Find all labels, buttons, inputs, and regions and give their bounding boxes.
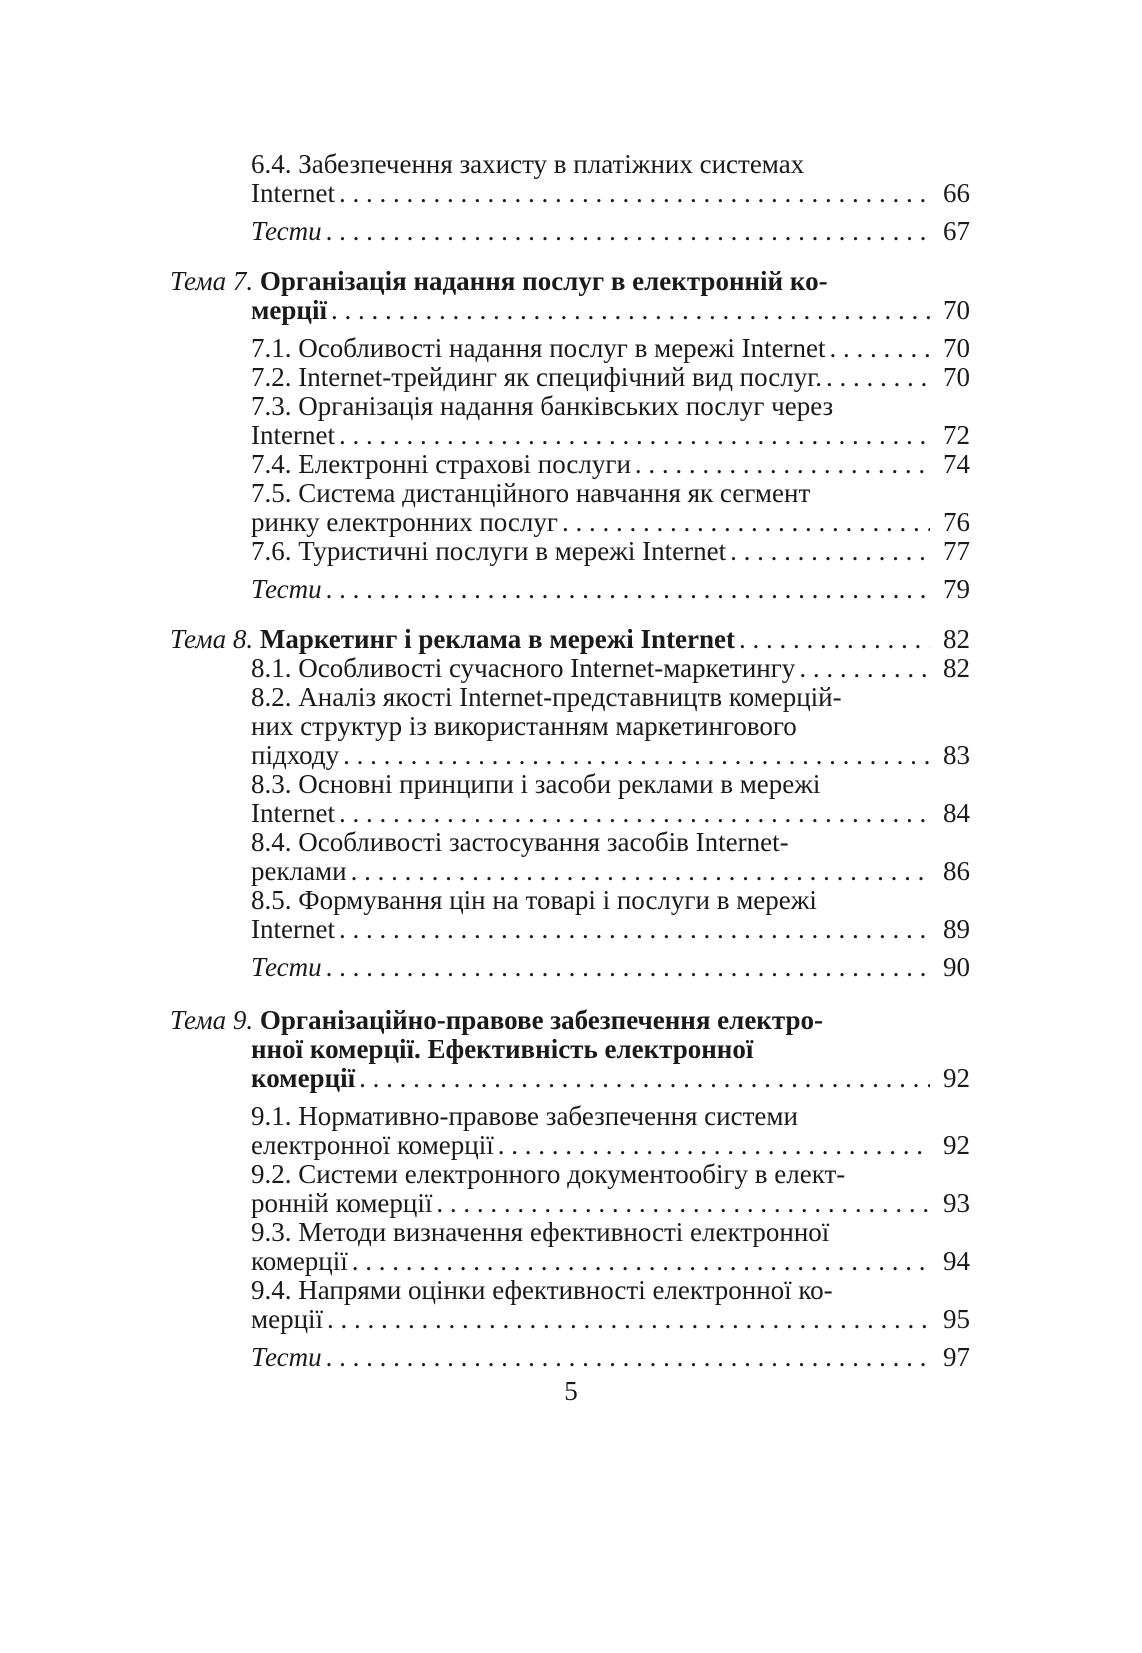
- dot-leader: [331, 296, 930, 325]
- page-ref: 67: [943, 217, 970, 246]
- toc-topic-8: [170, 625, 970, 654]
- page-ref: 86: [943, 857, 970, 886]
- topic-title: Організація надання послуг в електронній ко-: [253, 267, 828, 296]
- page-ref: 95: [943, 1305, 970, 1334]
- toc-entry-text: мерції: [251, 1305, 324, 1334]
- dot-leader: [830, 334, 930, 363]
- page-ref: 94: [943, 1247, 970, 1276]
- toc-entry-7-3: [170, 392, 970, 450]
- toc-entry-7-5: [170, 479, 970, 537]
- toc-entry-6-4: [170, 150, 970, 208]
- page-ref: 82: [943, 625, 970, 654]
- page-ref: 92: [943, 1064, 970, 1093]
- page-ref: 83: [943, 741, 970, 770]
- dot-leader: [799, 654, 930, 683]
- toc-entry-text: реклами: [251, 857, 347, 886]
- dot-leader: [326, 575, 930, 604]
- topic-title: нної комерції. Ефективність електронної: [251, 1035, 754, 1064]
- toc-entry-tests-9: [170, 1343, 970, 1372]
- toc-entry-9-3: [170, 1218, 970, 1276]
- page-ref: 90: [943, 953, 970, 982]
- page-ref: 97: [943, 1343, 970, 1372]
- toc-entry-text: комерції: [251, 1247, 348, 1276]
- toc-entry-text: Тести: [251, 953, 322, 982]
- dot-leader: [635, 450, 930, 479]
- toc-entry-text: 7.6. Туристичні послуги в мережі Internet: [251, 537, 727, 566]
- dot-leader: [339, 799, 930, 828]
- toc-entry-text: 7.4. Електронні страхові послуги: [251, 450, 631, 479]
- toc-entry-text: Internet: [251, 915, 335, 944]
- page-ref: 70: [943, 334, 970, 363]
- dot-leader: [327, 1305, 930, 1334]
- toc-entry-7-2: [170, 363, 970, 392]
- topic-title: Маркетинг і реклама в мережі Internet: [253, 625, 736, 654]
- page-ref: 93: [943, 1189, 970, 1218]
- toc-entry-text: 7.5. Система дистанційного навчання як сегмент: [251, 479, 811, 508]
- dot-leader: [562, 508, 930, 537]
- toc-entry-8-3: [170, 770, 970, 828]
- toc-entry-7-4: [170, 450, 970, 479]
- topic-label: Тема 9.: [170, 1006, 254, 1035]
- toc-entry-text: 6.4. Забезпечення захисту в платіжних системах: [251, 150, 805, 179]
- toc-entry-text: 8.2. Аналіз якості Internet-представництв комерцій-: [251, 683, 842, 712]
- toc-entry-text: Тести: [251, 217, 322, 246]
- toc-entry-text: 8.4. Особливості застосування засобів Internet-: [251, 828, 789, 857]
- toc-entry-text: 7.2. Internet-трейдинг як специфічний вид послуг.: [251, 363, 823, 392]
- toc-entry-text: 9.2. Системи електронного документообігу в елект-: [251, 1160, 846, 1189]
- dot-leader: [436, 1189, 930, 1218]
- toc-entry-tests-7: [170, 575, 970, 604]
- toc-entry-tests-6: [170, 217, 970, 246]
- table-of-contents: [170, 150, 970, 1372]
- dot-leader: [739, 625, 930, 654]
- toc-entry-8-4: [170, 828, 970, 886]
- page-ref: 74: [943, 450, 970, 479]
- page-ref: 70: [943, 363, 970, 392]
- toc-entry-text: підходу: [251, 741, 340, 770]
- page-number: 5: [564, 1376, 578, 1406]
- toc-entry-text: Internet: [251, 799, 335, 828]
- page-ref: 76: [943, 508, 970, 537]
- topic-label: Тема 7.: [170, 267, 254, 296]
- dot-leader: [326, 1343, 930, 1372]
- page-ref: 82: [943, 654, 970, 683]
- toc-entry-text: 9.3. Методи визначення ефективності електронної: [251, 1218, 830, 1247]
- toc-entry-text: ринку електронних послуг: [251, 508, 558, 537]
- topic-title: мерції: [251, 296, 327, 325]
- topic-label: Тема 8.: [170, 625, 254, 654]
- dot-leader: [498, 1131, 930, 1160]
- toc-topic-9: [170, 1006, 970, 1093]
- toc-entry-text: Internet: [251, 421, 335, 450]
- toc-entry-text: 8.1. Особливості сучасного Internet-маркетингу: [251, 654, 796, 683]
- toc-entry-9-4: [170, 1276, 970, 1334]
- dot-leader: [339, 179, 930, 208]
- toc-entry-text: Тести: [251, 575, 322, 604]
- page-ref: 72: [943, 421, 970, 450]
- toc-entry-text: 7.1. Особливості надання послуг в мережі Internet: [251, 334, 826, 363]
- topic-title: комерції: [251, 1064, 356, 1093]
- toc-entry-text: 8.5. Формування цін на товарі і послуги в мережі: [251, 886, 817, 915]
- dot-leader: [352, 1247, 930, 1276]
- toc-entry-tests-8: [170, 953, 970, 982]
- toc-entry-9-2: [170, 1160, 970, 1218]
- toc-entry-text: електронної комерції: [251, 1131, 494, 1160]
- toc-entry-text: 9.4. Напрями оцінки ефективності електронної ко-: [251, 1276, 833, 1305]
- page-ref: 66: [943, 179, 970, 208]
- toc-entry-text: 9.1. Нормативно-правове забезпечення системи: [251, 1102, 798, 1131]
- page-ref: 89: [943, 915, 970, 944]
- page-ref: 70: [943, 296, 970, 325]
- toc-entry-7-1: [170, 334, 970, 363]
- toc-entry-8-2: [170, 683, 970, 770]
- toc-entry-text: 8.3. Основні принципи і засоби реклами в мережі: [251, 770, 821, 799]
- dot-leader: [351, 857, 930, 886]
- toc-entry-text: 7.3. Організація надання банківських послуг через: [251, 392, 834, 421]
- toc-entry-text: Тести: [251, 1343, 322, 1372]
- toc-topic-7: [170, 267, 970, 325]
- toc-entry-8-5: [170, 886, 970, 944]
- toc-entry-text: ронній комерції: [251, 1189, 433, 1218]
- dot-leader: [343, 741, 930, 770]
- toc-entry-text: них структур із використанням маркетингового: [251, 712, 797, 741]
- page-ref: 77: [943, 537, 970, 566]
- toc-entry-7-6: [170, 537, 970, 566]
- dot-leader: [730, 537, 930, 566]
- toc-entry-text: Internet: [251, 179, 335, 208]
- dot-leader: [826, 363, 930, 392]
- page-ref: 79: [943, 575, 970, 604]
- dot-leader: [339, 421, 930, 450]
- dot-leader: [359, 1064, 930, 1093]
- dot-leader: [326, 217, 930, 246]
- page-ref: 84: [943, 799, 970, 828]
- page-ref: 92: [943, 1131, 970, 1160]
- toc-entry-8-1: [170, 654, 970, 683]
- toc-entry-9-1: [170, 1102, 970, 1160]
- dot-leader: [339, 915, 930, 944]
- topic-title: Організаційно-правове забезпечення електро-: [253, 1006, 823, 1035]
- dot-leader: [326, 953, 930, 982]
